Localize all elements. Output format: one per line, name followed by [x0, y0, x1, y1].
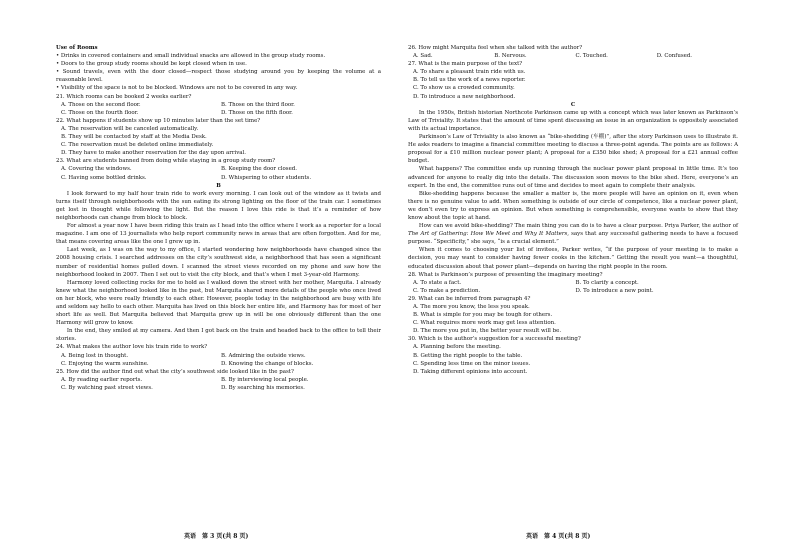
passage-b-paragraph: Harmony loved collecting rocks for me to hold as I walked down the street with her mother, Marquita. I already knew what the neighborhood looked like in the past, but Marquita shared more details of the people who once lived on her block, who were really friendly to each other. However, people today in the neighborhood are busy with life and seldom say hello to each other. Marquita has lived on this block her entire life, and Harmony has for most of her short life as well. But Marquita believed that Marquita grew up in will be one obviously different than the one Harmony will grow to know. [56, 279, 381, 327]
option[interactable]: B. They will be contacted by staff at the Media Desk. [61, 134, 207, 141]
option[interactable]: C. To make a prediction. [413, 287, 481, 294]
left-page [56, 44, 381, 392]
option[interactable]: B. Keeping the door closed. [221, 166, 297, 173]
options-25 [56, 376, 381, 392]
option[interactable]: B. Getting the right people to the table. [413, 352, 523, 359]
option[interactable]: A. Covering the windows. [61, 166, 132, 173]
passage-c-paragraph: In the 1950s, British historian Northcote Parkinson came up with a concept which was later known as Parkinson’s Law of Triviality. It states that the amount of time spent discussing an issue in an organization is oppositely associated with its actual importance. [408, 109, 738, 132]
option[interactable]: C. Spending less time on the minor issues. [413, 360, 531, 367]
passage-b-paragraph: I look forward to my half hour train ride to work every morning. I can look out of the window as it twists and turns itself through neighborhoods with the sun eating its strong lighting on the floor of the train car. I sometimes get lost in thought while following the light. But the reason I love this ride is that it’s a reminder of how neighborhoods can change from block to block. [56, 190, 381, 221]
option[interactable]: D. Knowing the change of blocks. [221, 360, 314, 367]
options-24 [56, 352, 381, 368]
option[interactable]: A. To share a pleasant train ride with us. [413, 69, 526, 76]
options-23 [56, 165, 381, 181]
question-27: 27. What is the main purpose of the text? [408, 61, 523, 68]
question-26: 26. How might Marquita feel when she talked with the author? [408, 45, 583, 51]
question-21: 21. Which rooms can be booked 2 weeks earlier? [56, 93, 192, 100]
page-footer-left: 英语 第 3 页(共 8 页) [184, 533, 249, 540]
question-25: 25. How did the author find out what the city’s southwest side looked like in the past? [56, 368, 294, 375]
option[interactable]: A. Those on the second floor. [61, 101, 141, 108]
rule: • Sound travels, even with the door closed—respect those studying around you by keeping the volume at a reasonable level. [56, 69, 381, 84]
option[interactable]: A. To state a fact. [413, 279, 462, 286]
options-21 [56, 101, 381, 117]
passage-b-paragraph: Last week, as I was on the way to my office, I started wondering how neighborhoods have changed since the 2008 housing crisis. I searched addresses on the city’s southwest side, a neighborhood that has seen a significant number of residential homes pulled down. I scanned the street views recorded on my phone and saw how the neighborhood looked in 2007. Then I set out to visit the city block, and that’s when I met 3-year-old Harmony. [56, 247, 381, 278]
option[interactable]: B. What is simple for you may be tough for others. [413, 312, 553, 319]
passage-b-paragraph: For almost a year now I have been riding this train as I head into the office where I work as a reporter for a local magazine. I am one of 13 journalists who help report community news in areas that are often forgotten. And for me, that means covering areas like the one I grew up in. [56, 223, 381, 246]
rooms-heading: Use of Rooms [56, 45, 98, 51]
options-26 [408, 52, 738, 60]
rule: • Drinks in covered containers and small individual snacks are allowed in the group study rooms. [56, 53, 326, 60]
option[interactable]: D. Taking different opinions into account. [413, 368, 528, 375]
option[interactable]: B. Nervous. [494, 53, 527, 60]
question-29: 29. What can be inferred from paragraph 4? [408, 295, 531, 302]
option[interactable]: D. To introduce a new neighborhood. [413, 93, 516, 100]
option[interactable]: B. To clarify a concept. [575, 279, 639, 286]
option[interactable]: A. Sad. [413, 53, 433, 60]
option[interactable]: A. The more you know, the less you speak. [413, 304, 530, 310]
question-30: 30. Which is the author’s suggestion for a successful meeting? [408, 336, 581, 343]
option[interactable]: C. Enjoying the warm sunshine. [61, 360, 149, 367]
section-b-heading: B [216, 182, 221, 189]
passage-c-paragraph: Parkinson’s Law of Triviality is also known as “bike-shedding (车棚)”, after the story Parkinson uses to illustrate it. He asks readers to imagine a financial committee meeting to discuss a three-point agenda. The points are as follows: A proposal for a £10 million nuclear power plant; A proposal for a £350 bike shed; A proposal for a £21 annual coffee budget. [408, 134, 738, 165]
option[interactable]: C. By watching past street views. [61, 384, 153, 391]
option[interactable]: C. Having some bottled drinks. [61, 174, 147, 181]
rule: • Visibility of the space is not to be blocked. Windows are not to be covered in any way. [56, 85, 298, 92]
option[interactable]: D. Those on the fifth floor. [221, 109, 293, 116]
option[interactable]: B. By interviewing local people. [221, 376, 309, 383]
option[interactable]: D. By searching his memories. [221, 384, 305, 391]
section-c-heading: C [570, 101, 576, 108]
passage-c-paragraph: When it comes to choosing your list of invitees, Parker writes, “if the purpose of your meeting is to make a decision, you may want to consider having fewer cooks in the kitchen.” Getting the result you want—a thoughtful, educated discussion about that power plant—depends on having the right people in the room. [408, 247, 738, 270]
page-footer-right: 英语 第 4 页(共 8 页) [526, 533, 591, 540]
option[interactable]: B. Those on the third floor. [221, 101, 295, 108]
option[interactable]: C. Those on the fourth floor. [61, 109, 139, 116]
text-run: , says that any successful gathering needs to have a focused purpose. “Specificity,” she says, “is a crucial element.” [408, 231, 738, 246]
passage-b-paragraph: In the end, they smiled at my camera. And then I got back on the train and headed back to the office to tell their stories. [56, 328, 381, 343]
option[interactable]: C. Touched. [575, 53, 608, 60]
right-page [408, 44, 738, 376]
question-22: 22. What happens if students show up 10 minutes later than the set time? [56, 117, 261, 124]
option[interactable]: D. They have to make another reservation for the day upon arrival. [61, 150, 246, 157]
rule: • Doors to the group study rooms should be kept closed when in use. [56, 61, 247, 68]
book-title: The Art of Gathering: How We Meet and Why It Matters [408, 231, 568, 238]
option[interactable]: B. To tell us the work of a news reporter. [413, 77, 526, 84]
option[interactable]: D. Whispering to other students. [221, 174, 312, 181]
option[interactable]: C. To show us a crowded community. [413, 85, 515, 92]
option[interactable]: C. What requires more work may get less attention. [413, 320, 556, 327]
option[interactable]: D. The more you put in, the better your result will be. [413, 328, 562, 335]
option[interactable]: C. The reservation must be deleted online immediately. [61, 142, 214, 149]
text-run: How can we avoid bike-shedding? The main thing you can do is to have a clear purpose. Priya Parker, the author of [418, 223, 738, 230]
question-24: 24. What makes the author love his train ride to work? [56, 344, 208, 351]
question-28: 28. What is Parkinson’s purpose of presenting the imaginary meeting? [408, 271, 603, 278]
question-23: 23. What are students banned from doing while staying in a group study room? [56, 158, 276, 165]
passage-c-paragraph [408, 222, 738, 246]
option[interactable]: A. By reading earlier reports. [61, 376, 143, 383]
options-28 [408, 279, 738, 295]
passage-c-paragraph: Bike-shedding happens because the smaller a matter is, the more people will have an opinion on it, even when there is no genuine value to add. When something is outside of our circle of competence, like a nuclear power plant, we don’t even try to express an opinion. But when something is comprehensible, everyone wants to show that they know about the topic at hand. [408, 190, 738, 221]
option[interactable]: D. Confused. [656, 53, 693, 60]
option[interactable]: A. Planning before the meeting. [413, 344, 501, 351]
passage-c-paragraph: What happens? The committee ends up running through the nuclear power plant proposal in little time. It’s too advanced for anyone to really dig into the details. The discussion soon moves to the bike shed. Here, everyone’s an expert. In the end, the committee runs out of time and decides to meet again to complete their analysis. [408, 166, 738, 189]
option[interactable]: B. Admiring the outside views. [221, 352, 306, 359]
option[interactable]: A. The reservation will be canceled automatically. [61, 125, 199, 132]
option[interactable]: D. To introduce a new point. [575, 287, 654, 294]
option[interactable]: A. Being lost in thought. [61, 352, 129, 359]
